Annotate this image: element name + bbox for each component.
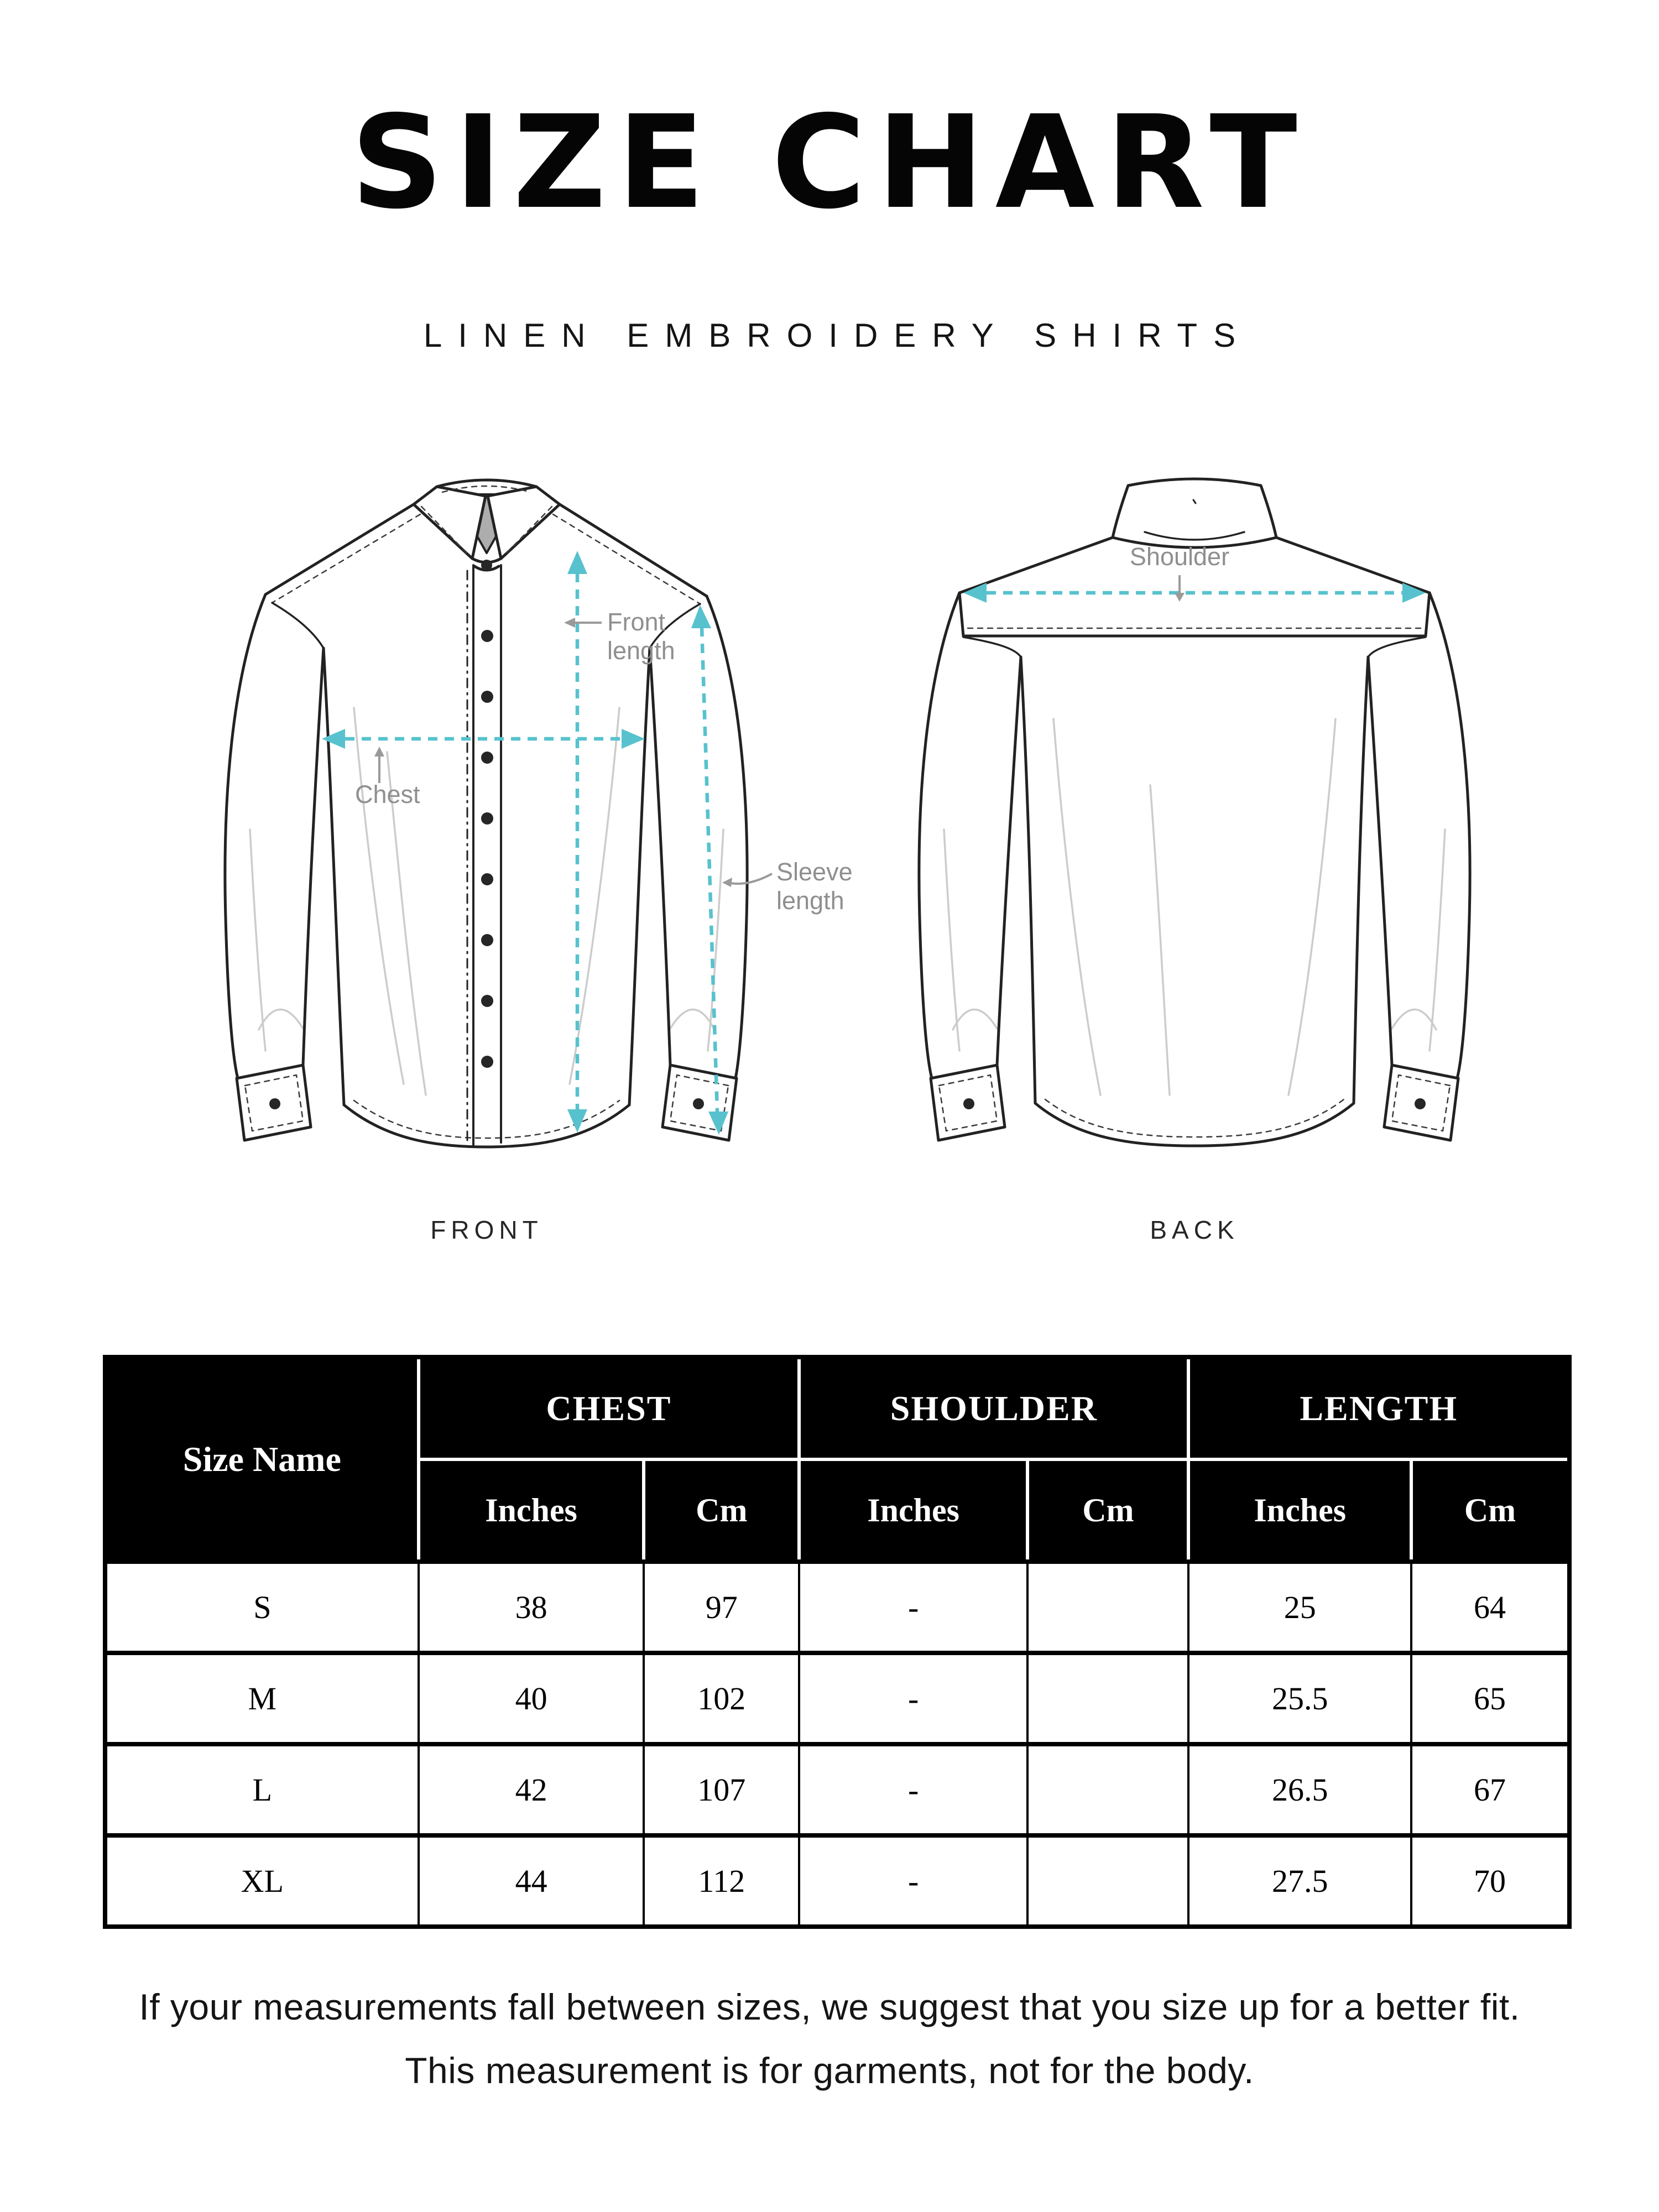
header-group-length: LENGTH (1188, 1357, 1569, 1459)
cell-length-cm: 64 (1411, 1562, 1569, 1653)
label-pointer-icons (379, 575, 1180, 884)
header-group-chest: CHEST (419, 1357, 799, 1459)
back-cuffs (931, 1065, 1458, 1140)
cell-chest-in: 38 (419, 1562, 644, 1653)
cell-chest-cm: 102 (644, 1653, 799, 1744)
shoulder-label: Shoulder (1129, 542, 1230, 571)
header-shoulder-cm: Cm (1027, 1459, 1188, 1562)
cell-shoulder-in: - (799, 1835, 1027, 1927)
front-buttons (481, 630, 493, 1068)
cell-chest-cm: 97 (644, 1562, 799, 1653)
cell-shoulder-in: - (799, 1562, 1027, 1653)
header-chest-cm: Cm (644, 1459, 799, 1562)
cell-chest-in: 42 (419, 1744, 644, 1835)
chest-label: Chest (355, 780, 420, 808)
cell-length-cm: 70 (1411, 1835, 1569, 1927)
header-chest-inches: Inches (419, 1459, 644, 1562)
cell-chest-in: 40 (419, 1653, 644, 1744)
cell-shoulder-in: - (799, 1653, 1027, 1744)
cell-size: XL (105, 1835, 419, 1927)
cell-shoulder-cm (1027, 1562, 1188, 1653)
cell-size: L (105, 1744, 419, 1835)
front-caption: FRONT (430, 1215, 543, 1244)
front-body (324, 648, 650, 1147)
measurement-arrow-lines (345, 573, 1402, 1112)
back-body (1021, 657, 1368, 1146)
cell-shoulder-cm (1027, 1653, 1188, 1744)
cell-shoulder-cm (1027, 1835, 1188, 1927)
table-body (105, 1562, 1569, 1927)
front-fabric-fold-lines (250, 708, 723, 1095)
cell-size: S (105, 1562, 419, 1653)
cell-shoulder-in: - (799, 1744, 1027, 1835)
header-shoulder-inches: Inches (799, 1459, 1027, 1562)
cell-length-in: 27.5 (1188, 1835, 1411, 1927)
cell-length-cm: 65 (1411, 1653, 1569, 1744)
front-placket (467, 565, 501, 1145)
table-row (105, 1744, 1569, 1835)
back-shirt-illustration (919, 479, 1470, 1146)
cell-chest-cm: 112 (644, 1835, 799, 1927)
table-row (105, 1835, 1569, 1927)
fit-note (0, 1975, 1659, 2103)
front-length-label: Front length (607, 608, 675, 665)
shirt-diagram-svg (0, 442, 1659, 1305)
header-size-name: Size Name (105, 1357, 419, 1562)
back-caption: BACK (1150, 1215, 1239, 1244)
cell-chest-in: 44 (419, 1835, 644, 1927)
shirt-measurement-diagram (0, 442, 1659, 1305)
cell-size: M (105, 1653, 419, 1744)
cell-shoulder-cm (1027, 1744, 1188, 1835)
header-length-inches: Inches (1188, 1459, 1411, 1562)
front-cuffs (237, 1065, 737, 1140)
table-row (105, 1562, 1569, 1653)
page-subtitle: LINEN EMBROIDERY SHIRTS (423, 317, 1252, 354)
measurement-labels (355, 542, 1229, 915)
cell-length-in: 25 (1188, 1562, 1411, 1653)
table-row (105, 1653, 1569, 1744)
back-sleeves (919, 593, 1470, 1078)
front-shirt-illustration (225, 480, 747, 1147)
fit-note-line1: If your measurements fall between sizes, we suggest that you size up for a better fit. (139, 1986, 1520, 2027)
header-group-shoulder: SHOULDER (799, 1357, 1188, 1459)
cell-length-in: 25.5 (1188, 1653, 1411, 1744)
cell-length-cm: 67 (1411, 1744, 1569, 1835)
fit-note-line2: This measurement is for garments, not for the body. (405, 2050, 1254, 2091)
back-fabric-fold-lines (944, 719, 1445, 1095)
cell-chest-cm: 107 (644, 1744, 799, 1835)
header-length-cm: Cm (1411, 1459, 1569, 1562)
back-collar (1113, 479, 1276, 547)
sleeve-length-label: Sleeve length (776, 858, 853, 915)
cell-length-in: 26.5 (1188, 1744, 1411, 1835)
size-chart-table (103, 1355, 1572, 1929)
table-header (105, 1357, 1569, 1562)
sleeve-length-pointer-icon (728, 874, 772, 884)
page-title: SIZE CHART (351, 88, 1308, 237)
